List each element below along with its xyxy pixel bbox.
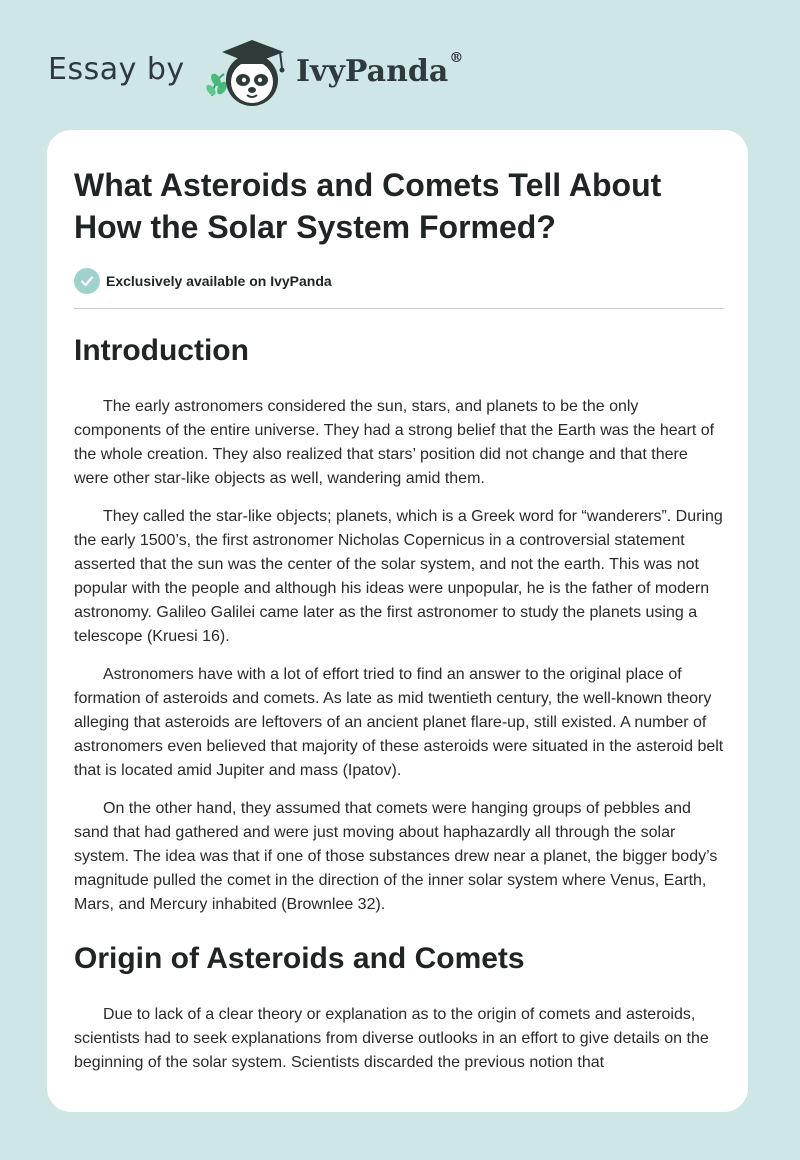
- section-heading-introduction: Introduction: [74, 334, 249, 367]
- essay-card: [47, 130, 748, 1112]
- paragraph: The early astronomers considered the sun, stars, and planets to be the only components of the entire universe. They had a strong belief that the Earth was the heart of the whole creation. They also realized that stars’ position did not change and that there were other star-like objects as well, wandering amid them.: [74, 398, 715, 487]
- paragraph: On the other hand, they assumed that comets were hanging groups of pebbles and sand that had gathered and were just moving about haphazardly all through the solar system. The idea was that if one of those substances drew near a planet, the bigger body’s magnitude pulled the comet in the direction of the inner solar system where Venus, Earth, Mars, and Mercury inhabited (Brownlee 32).: [74, 800, 718, 913]
- essay-content: [74, 164, 724, 1075]
- paragraph: Due to lack of a clear theory or explanation as to the origin of comets and asteroids, scientists had to seek explanations from diverse outlooks in an effort to give details on the beginning of the solar system. Scientists discarded the previous notion that: [74, 1006, 709, 1071]
- exclusive-badge-text: Exclusively available on IvyPanda: [106, 273, 332, 289]
- panda-graduate-icon[interactable]: [202, 34, 294, 110]
- section-heading-origin: Origin of Asteroids and Comets: [74, 942, 525, 975]
- registered-mark: ®: [449, 50, 464, 66]
- site-header: [48, 34, 508, 114]
- title-divider: [74, 308, 724, 309]
- essay-by-label: Essay by: [48, 52, 185, 87]
- paragraph: Astronomers have with a lot of effort tried to find an answer to the original place of formation of asteroids and comets. As late as mid twentieth century, the well-known theory alleging that asteroids are leftovers of an ancient planet flare-up, still existed. A number of astronomers even believed that majority of these asteroids were situated in the asteroid belt that is located amid Jupiter and mass (Ipatov).: [74, 666, 724, 779]
- paragraph: They called the star-like objects; planets, which is a Greek word for “wanderers”. During the early 1500’s, the first astronomer Nicholas Copernicus in a controversial statement asserted that the sun was the center of the solar system, and not the earth. This was not popular with the people and although his ideas were unpopular, he is the father of modern astronomy. Galileo Galilei came later as the first astronomer to study the planets using a telescope (Kruesi 16).: [74, 508, 723, 645]
- essay-title: What Asteroids and Comets Tell About How the Solar System Formed?: [74, 167, 662, 245]
- brand-name[interactable]: IvyPanda®: [296, 50, 464, 89]
- exclusive-badge: [74, 268, 724, 294]
- check-circle-icon: [74, 268, 100, 294]
